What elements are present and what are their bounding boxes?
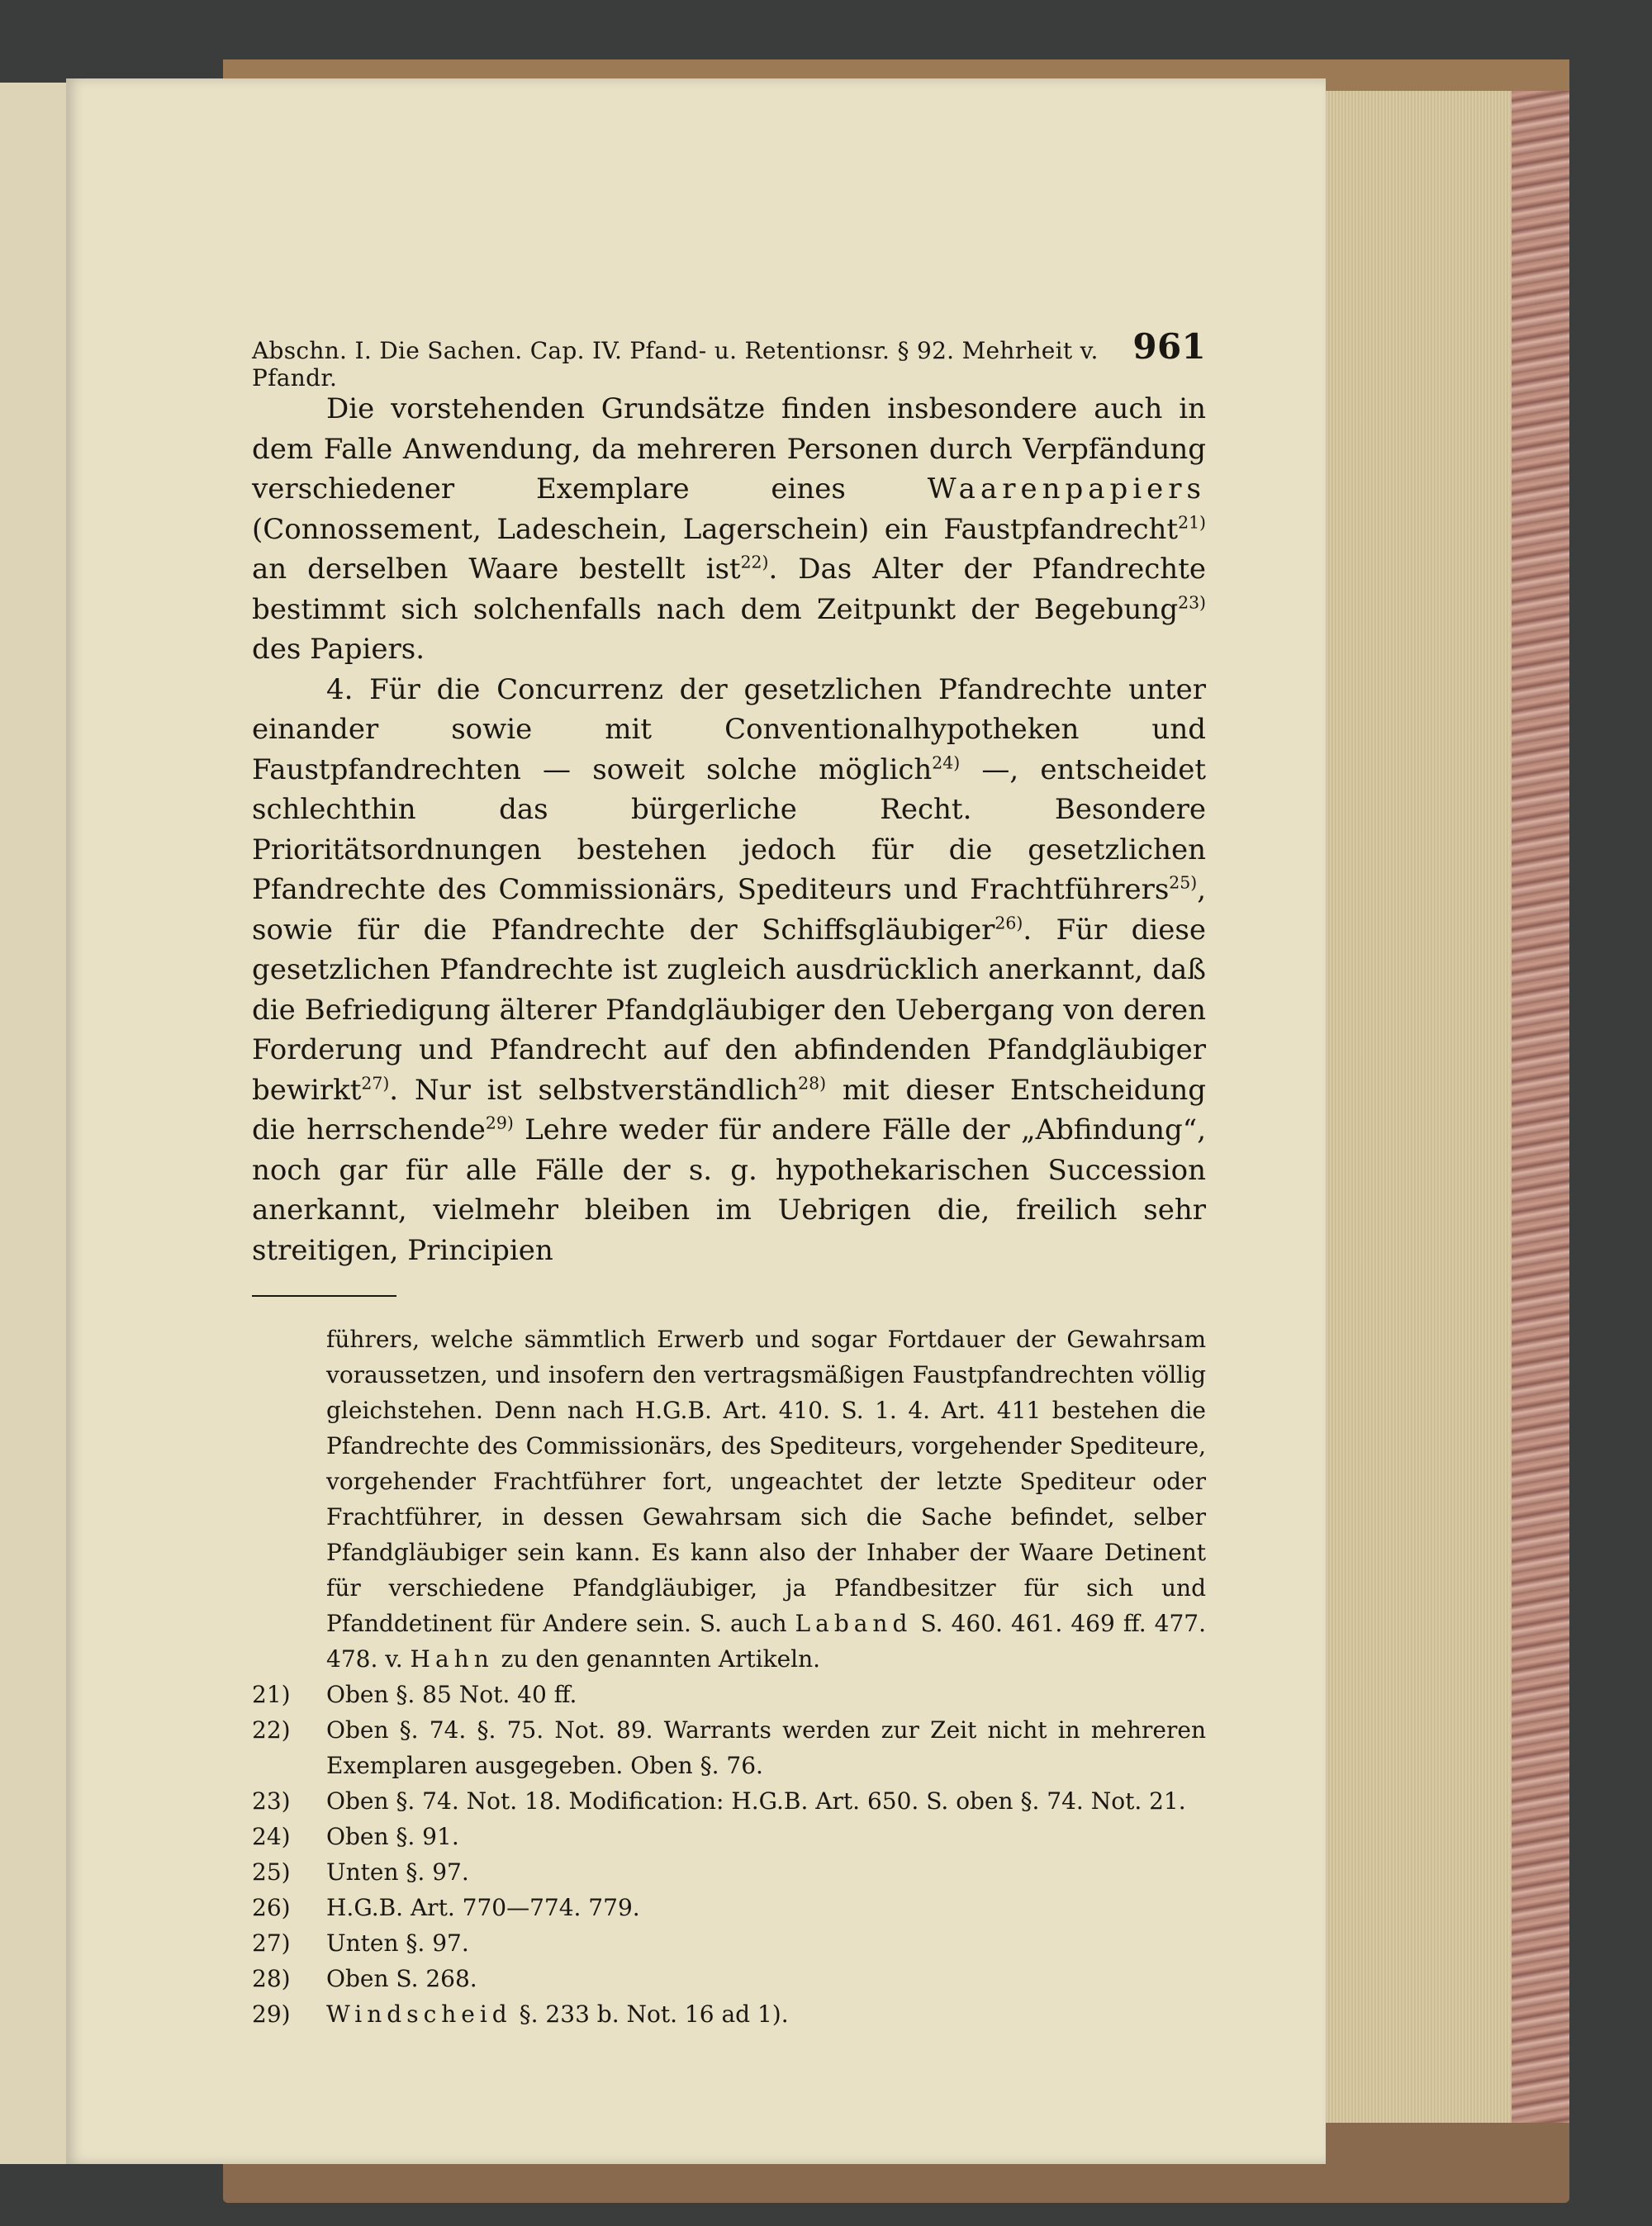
footnote-22	[252, 1712, 1206, 1783]
p2-text-4: . Für diese gesetzlichen Pfandrechte ist zugleich ausdrücklich anerkannt, daß die Befriedigung älterer Pfandgläubiger den Uebergang von deren Forderung und Pfandrecht auf den abfindenden Pfandgläubiger bewirkt	[252, 913, 1206, 1107]
running-title: Abschn. I. Die Sachen. Cap. IV. Pfand- u. Retentionsr. § 92. Mehrheit v. Pfandr.	[252, 337, 1099, 392]
author-hahn: Hahn	[410, 1645, 494, 1673]
footnote-ref-26: 26)	[995, 913, 1023, 933]
footnote-29	[252, 1996, 1206, 2032]
footnote-rule	[252, 1295, 396, 1297]
p2-text-5: . Nur ist selbstverständlich	[389, 1073, 799, 1107]
footnote-number: 25)	[252, 1858, 291, 1886]
footnote-number: 23)	[252, 1787, 291, 1815]
continuation-text-1: führers, welche sämmtlich Erwerb und sogar Fortdauer der Gewahrsam voraussetzen, und insofern den vertragsmäßigen Faustpfandrechten völlig gleichstehen. Denn nach H.G.B. Art. 410. S. 1. 4. Art. 411 bestehen die Pfandrechte des Commissionärs, des Spediteurs, vorgehender Spediteure, vorgehender Frachtführer fort, ungeachtet der letzte Spediteur oder Frachtführer, in dessen Gewahrsam sich die Sache befindet, selber Pfandgläubiger sein kann. Es kann also der Inhaber der Waare Detinent für verschiedene Pfandgläubiger, ja Pfandbesitzer für sich und Pfanddetinent für Andere sein. S. auch	[326, 1326, 1206, 1637]
page-content	[252, 326, 1206, 2032]
footnote-ref-29: 29)	[485, 1113, 514, 1133]
footnote-21	[252, 1677, 1206, 1712]
footnote-text: H.G.B. Art. 770—774. 779.	[326, 1894, 640, 1921]
footnote-number: 28)	[252, 1965, 291, 1992]
footnote-text: Unten §. 97.	[326, 1929, 469, 1957]
footnote-text: Unten §. 97.	[326, 1858, 469, 1886]
p1-text-5: . Das Alter der Pfandrechte bestimmt sich solchenfalls nach dem Zeitpunkt der Begebung	[252, 553, 1206, 626]
footnote-23	[252, 1783, 1206, 1819]
p2-text-3: , sowie für die Pfandrechte der Schiffsgläubiger	[252, 873, 1206, 947]
footnote-number: 21)	[252, 1681, 291, 1708]
p1-text-3: (Connossement, Ladeschein, Lagerschein) ein Faustpfandrecht	[252, 512, 1179, 546]
p2-text-2: —, entscheidet schlechthin das bürgerliche Recht. Besondere Prioritätsordnungen bestehen jedoch für die gesetzlichen Pfandrechte des Commissionärs, Spediteurs und Frachtführers	[252, 752, 1206, 906]
footnote-ref-22: 22)	[740, 552, 769, 572]
p1-text-4: an derselben Waare bestellt ist	[252, 553, 741, 586]
footnote-text: Oben §. 91.	[326, 1823, 459, 1850]
footnote-text: Oben S. 268.	[326, 1965, 477, 1992]
footnotes	[252, 1322, 1206, 2032]
footnote-number: 27)	[252, 1929, 291, 1957]
left-page-edge	[0, 83, 70, 2164]
footnote-ref-23: 23)	[1178, 592, 1206, 613]
page-number: 961	[1132, 326, 1206, 367]
main-text	[252, 389, 1206, 1270]
page-block-edges	[1317, 91, 1512, 2123]
footnote-27	[252, 1925, 1206, 1961]
author-windscheid: Windscheid	[326, 2001, 512, 2028]
footnote-28	[252, 1961, 1206, 1996]
footnote-ref-25: 25)	[1169, 872, 1198, 893]
footnote-25	[252, 1854, 1206, 1890]
p2-text-7: Lehre weder für andere Fälle der „Abfindung“, noch gar für alle Fälle der s. g. hypothekarischen Succession anerkannt, vielmehr bleiben im Uebrigen die, freilich sehr streitigen, Principien	[252, 1113, 1207, 1267]
marbled-edge	[1512, 91, 1569, 2123]
continuation-text-3: zu den genannten Artikeln.	[493, 1645, 821, 1673]
footnote-ref-24: 24)	[932, 752, 961, 773]
footnote-number: 29)	[252, 2001, 291, 2028]
footnote-text: Oben §. 74. §. 75. Not. 89. Warrants werden zur Zeit nicht in mehreren Exemplaren ausgegeben. Oben §. 76.	[326, 1716, 1206, 1779]
footnote-26	[252, 1890, 1206, 1925]
p1-text-6: des Papiers.	[252, 633, 425, 666]
p1-emphasis-waarenpapiers: Waarenpapiers	[927, 472, 1206, 505]
p1-text-1: Die vorstehenden Grundsätze finden insbesondere auch in dem Falle Anwendung, da mehreren Personen durch Verpfändung verschiedener Exemplare eines	[252, 392, 1206, 505]
author-laband: Laband	[795, 1610, 913, 1637]
footnote-29-text: §. 233 b. Not. 16 ad 1).	[511, 2001, 789, 2028]
p2-text-1: 4. Für die Concurrenz der gesetzlichen Pfandrechte unter einander sowie mit Conventionalhypotheken und Faustpfandrechten — soweit solche möglich	[252, 672, 1206, 786]
continuation-text-2: S. 460. 461. 469 ff. 477. 478. v.	[326, 1610, 1206, 1673]
footnote-continuation	[252, 1322, 1206, 1677]
footnote-ref-27: 27)	[361, 1073, 390, 1094]
footnote-ref-21: 21)	[1178, 512, 1206, 533]
book-page	[66, 78, 1326, 2164]
footnote-number: 26)	[252, 1894, 291, 1921]
paragraph-2	[252, 670, 1206, 1271]
running-head	[252, 326, 1206, 392]
footnote-text	[326, 1996, 1206, 2032]
footnote-ref-28: 28)	[798, 1073, 827, 1094]
footnote-number: 22)	[252, 1716, 291, 1744]
footnote-24	[252, 1819, 1206, 1854]
footnote-text: Oben §. 85 Not. 40 ff.	[326, 1681, 577, 1708]
footnote-text: Oben §. 74. Not. 18. Modification: H.G.B. Art. 650. S. oben §. 74. Not. 21.	[326, 1787, 1186, 1815]
p2-text-6: mit dieser Entscheidung die herrschende	[252, 1073, 1207, 1146]
paragraph-1	[252, 389, 1206, 670]
footnote-number: 24)	[252, 1823, 291, 1850]
